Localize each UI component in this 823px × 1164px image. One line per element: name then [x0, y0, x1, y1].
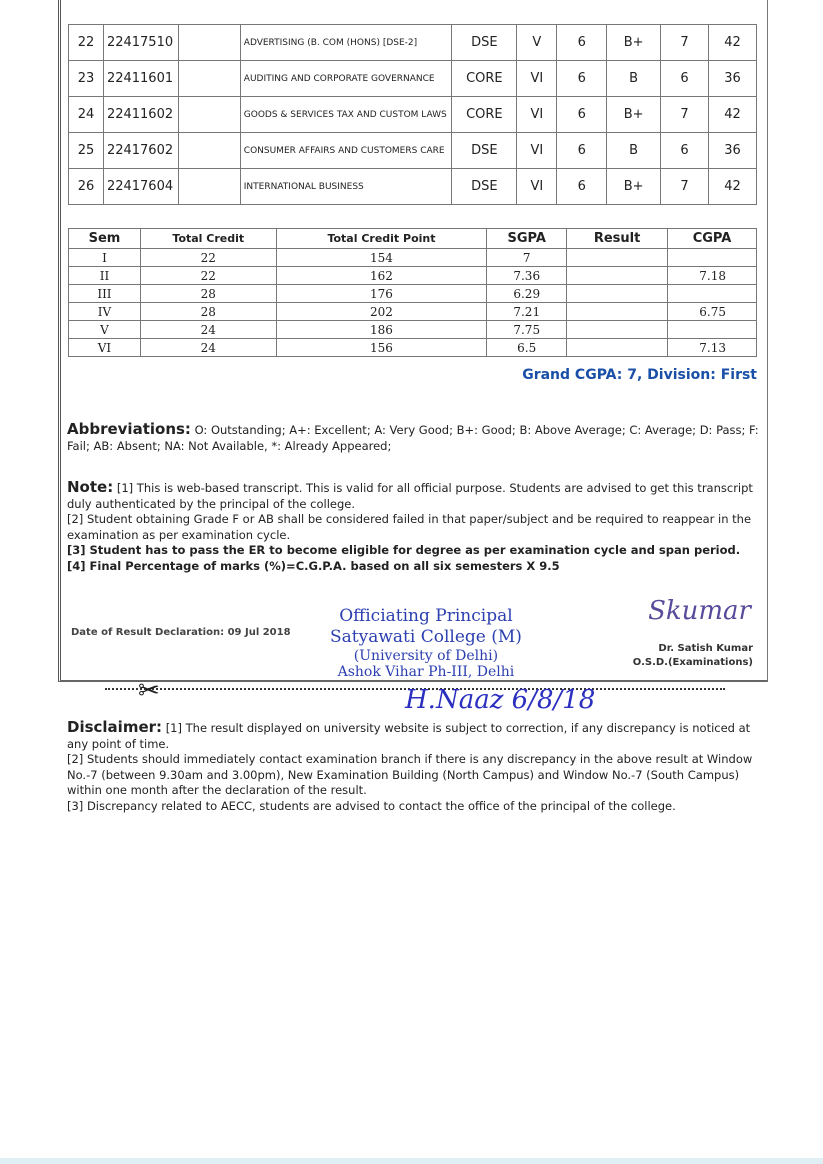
summary-total-credit: 22: [140, 249, 276, 267]
summary-row: [69, 249, 757, 267]
course-blank: [178, 25, 240, 61]
course-blank: [178, 97, 240, 133]
course-row: [69, 133, 757, 169]
summary-total-credit-point: 162: [276, 267, 487, 285]
header-total-credit-point: Total Credit Point: [276, 229, 487, 249]
summary-cgpa: 6.75: [668, 303, 757, 321]
course-credit: 6: [557, 133, 607, 169]
stamp-line-2: Satyawati College (M): [330, 627, 522, 647]
summary-sem: IV: [69, 303, 141, 321]
course-code: 22417510: [103, 25, 178, 61]
osd-block: [633, 642, 753, 670]
summary-sgpa: 7.36: [487, 267, 567, 285]
summary-sgpa: 7.21: [487, 303, 567, 321]
course-cp: 42: [709, 25, 757, 61]
summary-sem: VI: [69, 339, 141, 357]
course-name: GOODS & SERVICES TAX AND CUSTOM LAWS: [240, 97, 452, 133]
course-type: DSE: [452, 25, 517, 61]
summary-sgpa: 7: [487, 249, 567, 267]
header-sem: Sem: [69, 229, 141, 249]
course-cp: 36: [709, 61, 757, 97]
summary-total-credit: 24: [140, 321, 276, 339]
abbreviations: [67, 422, 767, 454]
result-declaration-date: Date of Result Declaration: 09 Jul 2018: [71, 627, 291, 638]
course-gp: 7: [661, 97, 709, 133]
course-sno: 26: [69, 169, 104, 205]
course-sno: 24: [69, 97, 104, 133]
summary-total-credit-point: 154: [276, 249, 487, 267]
summary-total-credit: 24: [140, 339, 276, 357]
course-gp: 7: [661, 25, 709, 61]
summary-sem: V: [69, 321, 141, 339]
disclaimer: [67, 720, 767, 814]
note-1: [1] This is web-based transcript. This is valid for all official purpose. Students are advised to get this transcript duly authenticated by the principal of the college.: [67, 481, 753, 511]
course-table: [68, 24, 757, 205]
summary-cgpa: [668, 249, 757, 267]
summary-result: [567, 303, 668, 321]
summary-result: [567, 285, 668, 303]
course-type: DSE: [452, 133, 517, 169]
header-result: Result: [567, 229, 668, 249]
course-cp: 36: [709, 133, 757, 169]
stamp-line-1: Officiating Principal: [339, 606, 513, 626]
course-code: 22411602: [103, 97, 178, 133]
course-type: CORE: [452, 61, 517, 97]
note-3: [3] Student has to pass the ER to become eligible for degree as per examination cycle and span period.: [67, 543, 741, 557]
course-sem: VI: [517, 61, 557, 97]
course-credit: 6: [557, 97, 607, 133]
course-gp: 6: [661, 61, 709, 97]
summary-row: [69, 303, 757, 321]
course-credit: 6: [557, 61, 607, 97]
osd-name: Dr. Satish Kumar: [658, 643, 753, 654]
course-sem: VI: [517, 97, 557, 133]
course-blank: [178, 61, 240, 97]
summary-sgpa: 7.75: [487, 321, 567, 339]
summary-sem: II: [69, 267, 141, 285]
summary-row: [69, 321, 757, 339]
course-gp: 7: [661, 169, 709, 205]
course-name: AUDITING AND CORPORATE GOVERNANCE: [240, 61, 452, 97]
summary-total-credit-point: 202: [276, 303, 487, 321]
summary-cgpa: 7.18: [668, 267, 757, 285]
abbreviations-title: Abbreviations:: [67, 420, 191, 438]
summary-total-credit: 28: [140, 285, 276, 303]
course-code: 22411601: [103, 61, 178, 97]
course-grade: B: [607, 133, 661, 169]
course-name: CONSUMER AFFAIRS AND CUSTOMERS CARE: [240, 133, 452, 169]
course-sno: 23: [69, 61, 104, 97]
course-grade: B+: [607, 25, 661, 61]
college-stamp: [330, 606, 522, 680]
summary-result: [567, 249, 668, 267]
summary-result: [567, 339, 668, 357]
summary-sem: I: [69, 249, 141, 267]
semester-summary-table: [68, 228, 757, 357]
course-credit: 6: [557, 169, 607, 205]
disclaimer-3: [3] Discrepancy related to AECC, students are advised to contact the office of the principal of the college.: [67, 798, 676, 813]
course-row: [69, 61, 757, 97]
disclaimer-2: [2] Students should immediately contact examination branch if there is any discrepancy in the above result at Window No.-7 (between 9.30am and 3.00pm), New Examination Building (North Campus) and Window No.-7 (South Campus) within one month after the declaration of the result.: [67, 752, 753, 797]
course-code: 22417602: [103, 133, 178, 169]
course-name: ADVERTISING (B. COM (HONS) [DSE-2]: [240, 25, 452, 61]
course-grade: B+: [607, 97, 661, 133]
summary-cgpa: [668, 321, 757, 339]
course-type: CORE: [452, 97, 517, 133]
course-blank: [178, 133, 240, 169]
note-title: Note:: [67, 478, 114, 496]
summary-total-credit-point: 156: [276, 339, 487, 357]
handwritten-signature: H.Naaz 6/8/18: [405, 685, 596, 715]
summary-sem: III: [69, 285, 141, 303]
course-cp: 42: [709, 169, 757, 205]
summary-result: [567, 267, 668, 285]
osd-signature: Skumar: [648, 596, 751, 626]
course-code: 22417604: [103, 169, 178, 205]
summary-total-credit: 22: [140, 267, 276, 285]
disclaimer-title: Disclaimer:: [67, 718, 163, 736]
header-total-credit: Total Credit: [140, 229, 276, 249]
course-gp: 6: [661, 133, 709, 169]
grand-cgpa: Grand CGPA: 7, Division: First: [522, 367, 757, 383]
course-row: [69, 169, 757, 205]
osd-title: O.S.D.(Examinations): [632, 657, 753, 668]
note-2: [2] Student obtaining Grade F or AB shall be considered failed in that paper/subject and be required to reappear in the examination as per examination cycle.: [67, 512, 752, 542]
summary-row: [69, 267, 757, 285]
disclaimer-1: [1] The result displayed on university website is subject to correction, if any discrepancy is noticed at any point of time.: [67, 721, 751, 751]
summary-total-credit-point: 176: [276, 285, 487, 303]
header-cgpa: CGPA: [668, 229, 757, 249]
stamp-line-3: (University of Delhi): [353, 648, 499, 664]
course-sem: V: [517, 25, 557, 61]
course-row: [69, 97, 757, 133]
course-sno: 25: [69, 133, 104, 169]
course-credit: 6: [557, 25, 607, 61]
note-4: [4] Final Percentage of marks (%)=C.G.P.A. based on all six semesters X 9.5: [67, 558, 560, 573]
course-grade: B+: [607, 169, 661, 205]
stamp-line-4: Ashok Vihar Ph-III, Delhi: [337, 664, 515, 680]
course-sem: VI: [517, 169, 557, 205]
course-grade: B: [607, 61, 661, 97]
course-blank: [178, 169, 240, 205]
summary-row: [69, 339, 757, 357]
course-sem: VI: [517, 133, 557, 169]
summary-cgpa: 7.13: [668, 339, 757, 357]
header-sgpa: SGPA: [487, 229, 567, 249]
summary-total-credit-point: 186: [276, 321, 487, 339]
course-sno: 22: [69, 25, 104, 61]
summary-total-credit: 28: [140, 303, 276, 321]
summary-sgpa: 6.5: [487, 339, 567, 357]
scan-edge: [0, 1158, 823, 1164]
summary-sgpa: 6.29: [487, 285, 567, 303]
summary-cgpa: [668, 285, 757, 303]
course-type: DSE: [452, 169, 517, 205]
notes: [67, 480, 767, 574]
summary-row: [69, 285, 757, 303]
summary-result: [567, 321, 668, 339]
course-cp: 42: [709, 97, 757, 133]
scissors-icon: ✂: [138, 676, 160, 706]
course-name: INTERNATIONAL BUSINESS: [240, 169, 452, 205]
abbreviations-text: O: Outstanding; A+: Excellent; A: Very Good; B+: Good; B: Above Average; C: Average; D: Pass; F: Fail; AB: Absent; NA: Not Available, *: Already Appeared;: [67, 423, 759, 453]
course-row: [69, 25, 757, 61]
